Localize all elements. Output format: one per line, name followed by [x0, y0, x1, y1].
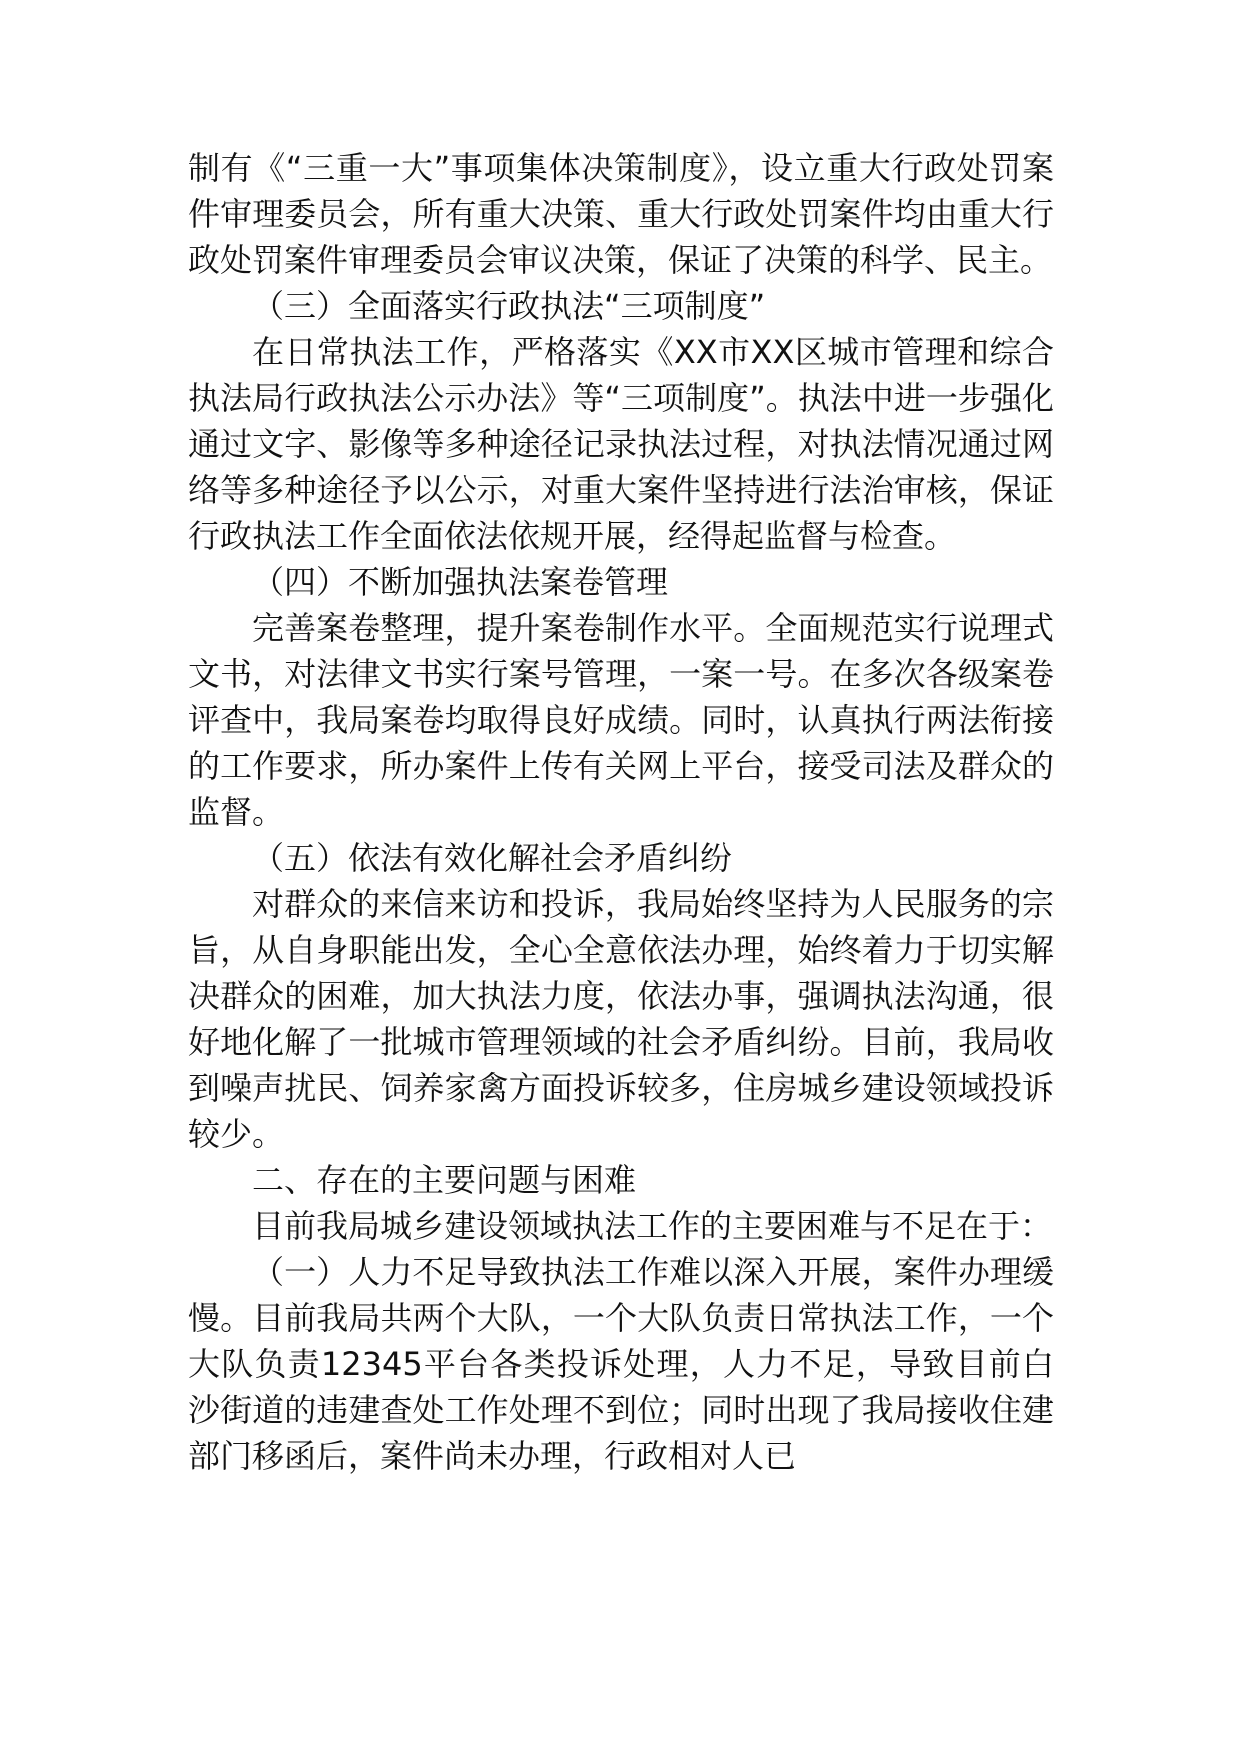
paragraph: 对群众的来信来访和投诉，我局始终坚持为人民服务的宗旨，从自身职能出发，全心全意依法办理，始终着力于切实解决群众的困难，加大执法力度，依法办事，强调执法沟通，很好地化解了一批城市管理领域的社会矛盾纠纷。目前，我局收到噪声扰民、饲养家禽方面投诉较多，住房城乡建设领域投诉较少。: [188, 885, 1054, 1153]
document-page: [188, 145, 1054, 1479]
section-heading-5: （五）依法有效化解社会矛盾纠纷: [252, 839, 733, 877]
chapter-heading-2: 二、存在的主要问题与困难: [252, 1161, 637, 1199]
paragraph: 在日常执法工作，严格落实《XX市XX区城市管理和综合执法局行政执法公示办法》等“三项制度”。执法中进一步强化通过文字、影像等多种途径记录执法过程，对执法情况通过网络等多种途径予以公示，对重大案件坚持进行法治审核，保证行政执法工作全面依法依规开展，经得起监督与检查。: [188, 333, 1054, 555]
paragraph-continuation: 制有《“三重一大”事项集体决策制度》，设立重大行政处罚案件审理委员会，所有重大决策、重大行政处罚案件均由重大行政处罚案件审理委员会审议决策，保证了决策的科学、民主。: [188, 149, 1054, 279]
paragraph: （一）人力不足导致执法工作难以深入开展，案件办理缓慢。目前我局共两个大队，一个大队负责日常执法工作，一个大队负责12345平台各类投诉处理，人力不足，导致目前白沙街道的违建查处工作处理不到位；同时出现了我局接收住建部门移函后，案件尚未办理，行政相对人已: [188, 1253, 1054, 1475]
section-heading-3: （三）全面落实行政执法“三项制度”: [252, 287, 766, 325]
section-heading-4: （四）不断加强执法案卷管理: [252, 563, 669, 601]
paragraph: 目前我局城乡建设领域执法工作的主要困难与不足在于：: [252, 1207, 1053, 1245]
paragraph: 完善案卷整理，提升案卷制作水平。全面规范实行说理式文书，对法律文书实行案号管理，一案一号。在多次各级案卷评查中，我局案卷均取得良好成绩。同时，认真执行两法衔接的工作要求，所办案件上传有关网上平台，接受司法及群众的监督。: [188, 609, 1054, 831]
